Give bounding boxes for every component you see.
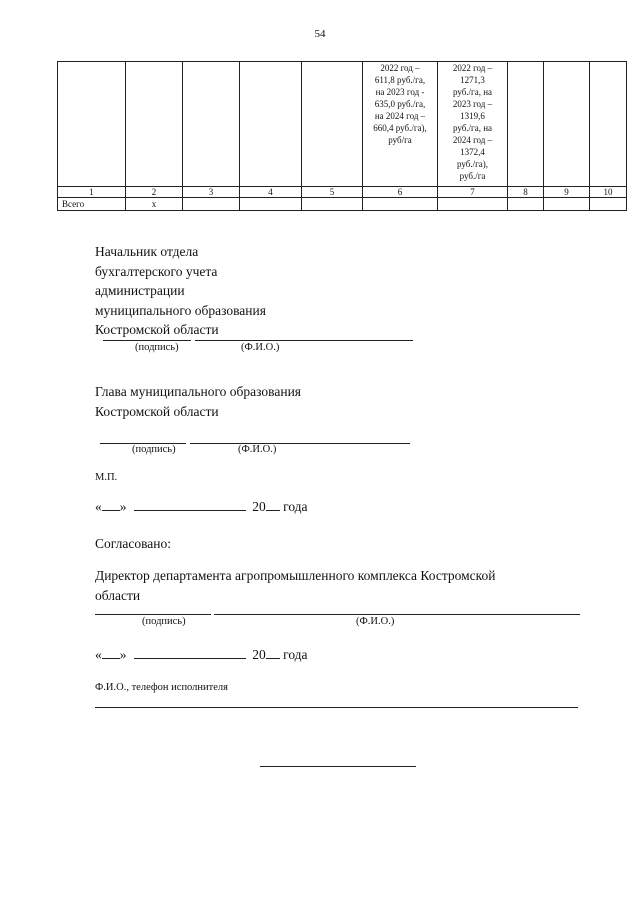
quote-close: » — [119, 499, 127, 514]
col6-line: 635,0 руб./га, — [374, 99, 426, 109]
day-blank — [102, 646, 120, 659]
year-blank — [266, 498, 280, 511]
quote-close: » — [119, 647, 127, 662]
col7-line: 2022 год – — [452, 63, 493, 73]
signature-line — [103, 340, 191, 341]
title-line: муниципального образования — [95, 302, 266, 318]
col7-line: 1319,6 — [460, 111, 485, 121]
total-label: Всего — [58, 198, 126, 211]
table-cell — [58, 62, 126, 187]
title-line: области — [95, 587, 141, 603]
col6-line: на 2024 год – — [374, 111, 426, 121]
date-line — [95, 497, 308, 517]
table-cell — [508, 62, 544, 187]
column-number: 9 — [544, 187, 590, 198]
signature-caption: (подпись) — [135, 342, 179, 353]
seal-place: М.П. — [95, 472, 118, 483]
month-blank — [134, 498, 246, 511]
table-cell — [508, 198, 544, 211]
table-cell — [240, 62, 302, 187]
table-cell — [302, 198, 363, 211]
executor-line — [95, 707, 578, 708]
signature-line — [95, 614, 211, 615]
title-line: бухгалтерского учета — [95, 263, 218, 279]
col6-line: 611,8 руб./га, — [374, 75, 426, 85]
rate-cell-col6 — [363, 62, 438, 187]
month-blank — [134, 646, 246, 659]
total-x: х — [126, 198, 183, 211]
title-line: администрации — [95, 283, 185, 298]
table-cell — [438, 198, 508, 211]
year-word: года — [283, 647, 308, 662]
name-caption: (Ф.И.О.) — [356, 616, 395, 627]
signature-caption: (подпись) — [142, 616, 186, 627]
title-line: Начальник отдела — [95, 244, 199, 259]
year-word: года — [283, 499, 308, 514]
table-cell — [544, 62, 590, 187]
signature-caption: (подпись) — [132, 444, 176, 455]
name-line — [190, 443, 410, 444]
column-number: 6 — [363, 187, 438, 198]
col6-line: 660,4 руб./га), — [373, 123, 427, 133]
column-number: 8 — [508, 187, 544, 198]
column-number: 4 — [240, 187, 302, 198]
col7-line: руб./га, на — [452, 123, 493, 133]
quote-open: « — [95, 499, 102, 514]
col6-line: руб/га — [388, 135, 412, 145]
end-line — [260, 766, 416, 767]
signatory-1-title — [95, 242, 266, 340]
title-line: Директор департамента агропромышленного комплекса Костромской — [95, 568, 496, 583]
column-number: 10 — [590, 187, 627, 198]
name-line — [195, 340, 413, 341]
signatory-2-title — [95, 382, 301, 421]
year-prefix: 20 — [252, 647, 266, 662]
table-cell — [590, 62, 627, 187]
col6-line: на 2023 год - — [375, 87, 425, 97]
table-row — [58, 62, 627, 187]
table-cell — [183, 198, 240, 211]
table-cell — [126, 62, 183, 187]
table-cell — [183, 62, 240, 187]
table-cell — [590, 198, 627, 211]
year-prefix: 20 — [252, 499, 266, 514]
rate-cell-col7 — [438, 62, 508, 187]
col7-line: 1271,3 — [460, 75, 485, 85]
column-number: 1 — [58, 187, 126, 198]
quote-open: « — [95, 647, 102, 662]
col7-line: руб./га, на — [452, 87, 493, 97]
table-cell — [544, 198, 590, 211]
day-blank — [102, 498, 120, 511]
column-number: 5 — [302, 187, 363, 198]
column-number: 2 — [126, 187, 183, 198]
total-row — [58, 198, 627, 211]
col6-line: 2022 год – — [380, 63, 420, 73]
column-number: 7 — [438, 187, 508, 198]
title-line: Глава муниципального образования — [95, 384, 302, 399]
col7-line: 2024 год – — [452, 135, 493, 145]
table-cell — [363, 198, 438, 211]
agreed-heading: Согласовано: — [95, 536, 171, 551]
col7-line: 2023 год – — [452, 99, 493, 109]
table-cell — [302, 62, 363, 187]
column-number: 3 — [183, 187, 240, 198]
table-cell — [240, 198, 302, 211]
title-line: Костромской области — [95, 403, 219, 419]
executor-label: Ф.И.О., телефон исполнителя — [95, 682, 228, 693]
col7-line: 1372,4 — [460, 147, 485, 157]
year-blank — [266, 646, 280, 659]
data-table — [57, 61, 627, 211]
col7-line: руб./га), — [456, 159, 489, 169]
date-line — [95, 645, 308, 665]
signatory-3-title — [95, 566, 496, 605]
title-line: Костромской области — [95, 322, 219, 337]
name-caption: (Ф.И.О.) — [241, 342, 280, 353]
col7-line: руб./га — [459, 171, 486, 181]
column-numbers-row — [58, 187, 627, 198]
name-line — [214, 614, 580, 615]
page-number: 54 — [314, 28, 326, 40]
name-caption: (Ф.И.О.) — [238, 444, 277, 455]
